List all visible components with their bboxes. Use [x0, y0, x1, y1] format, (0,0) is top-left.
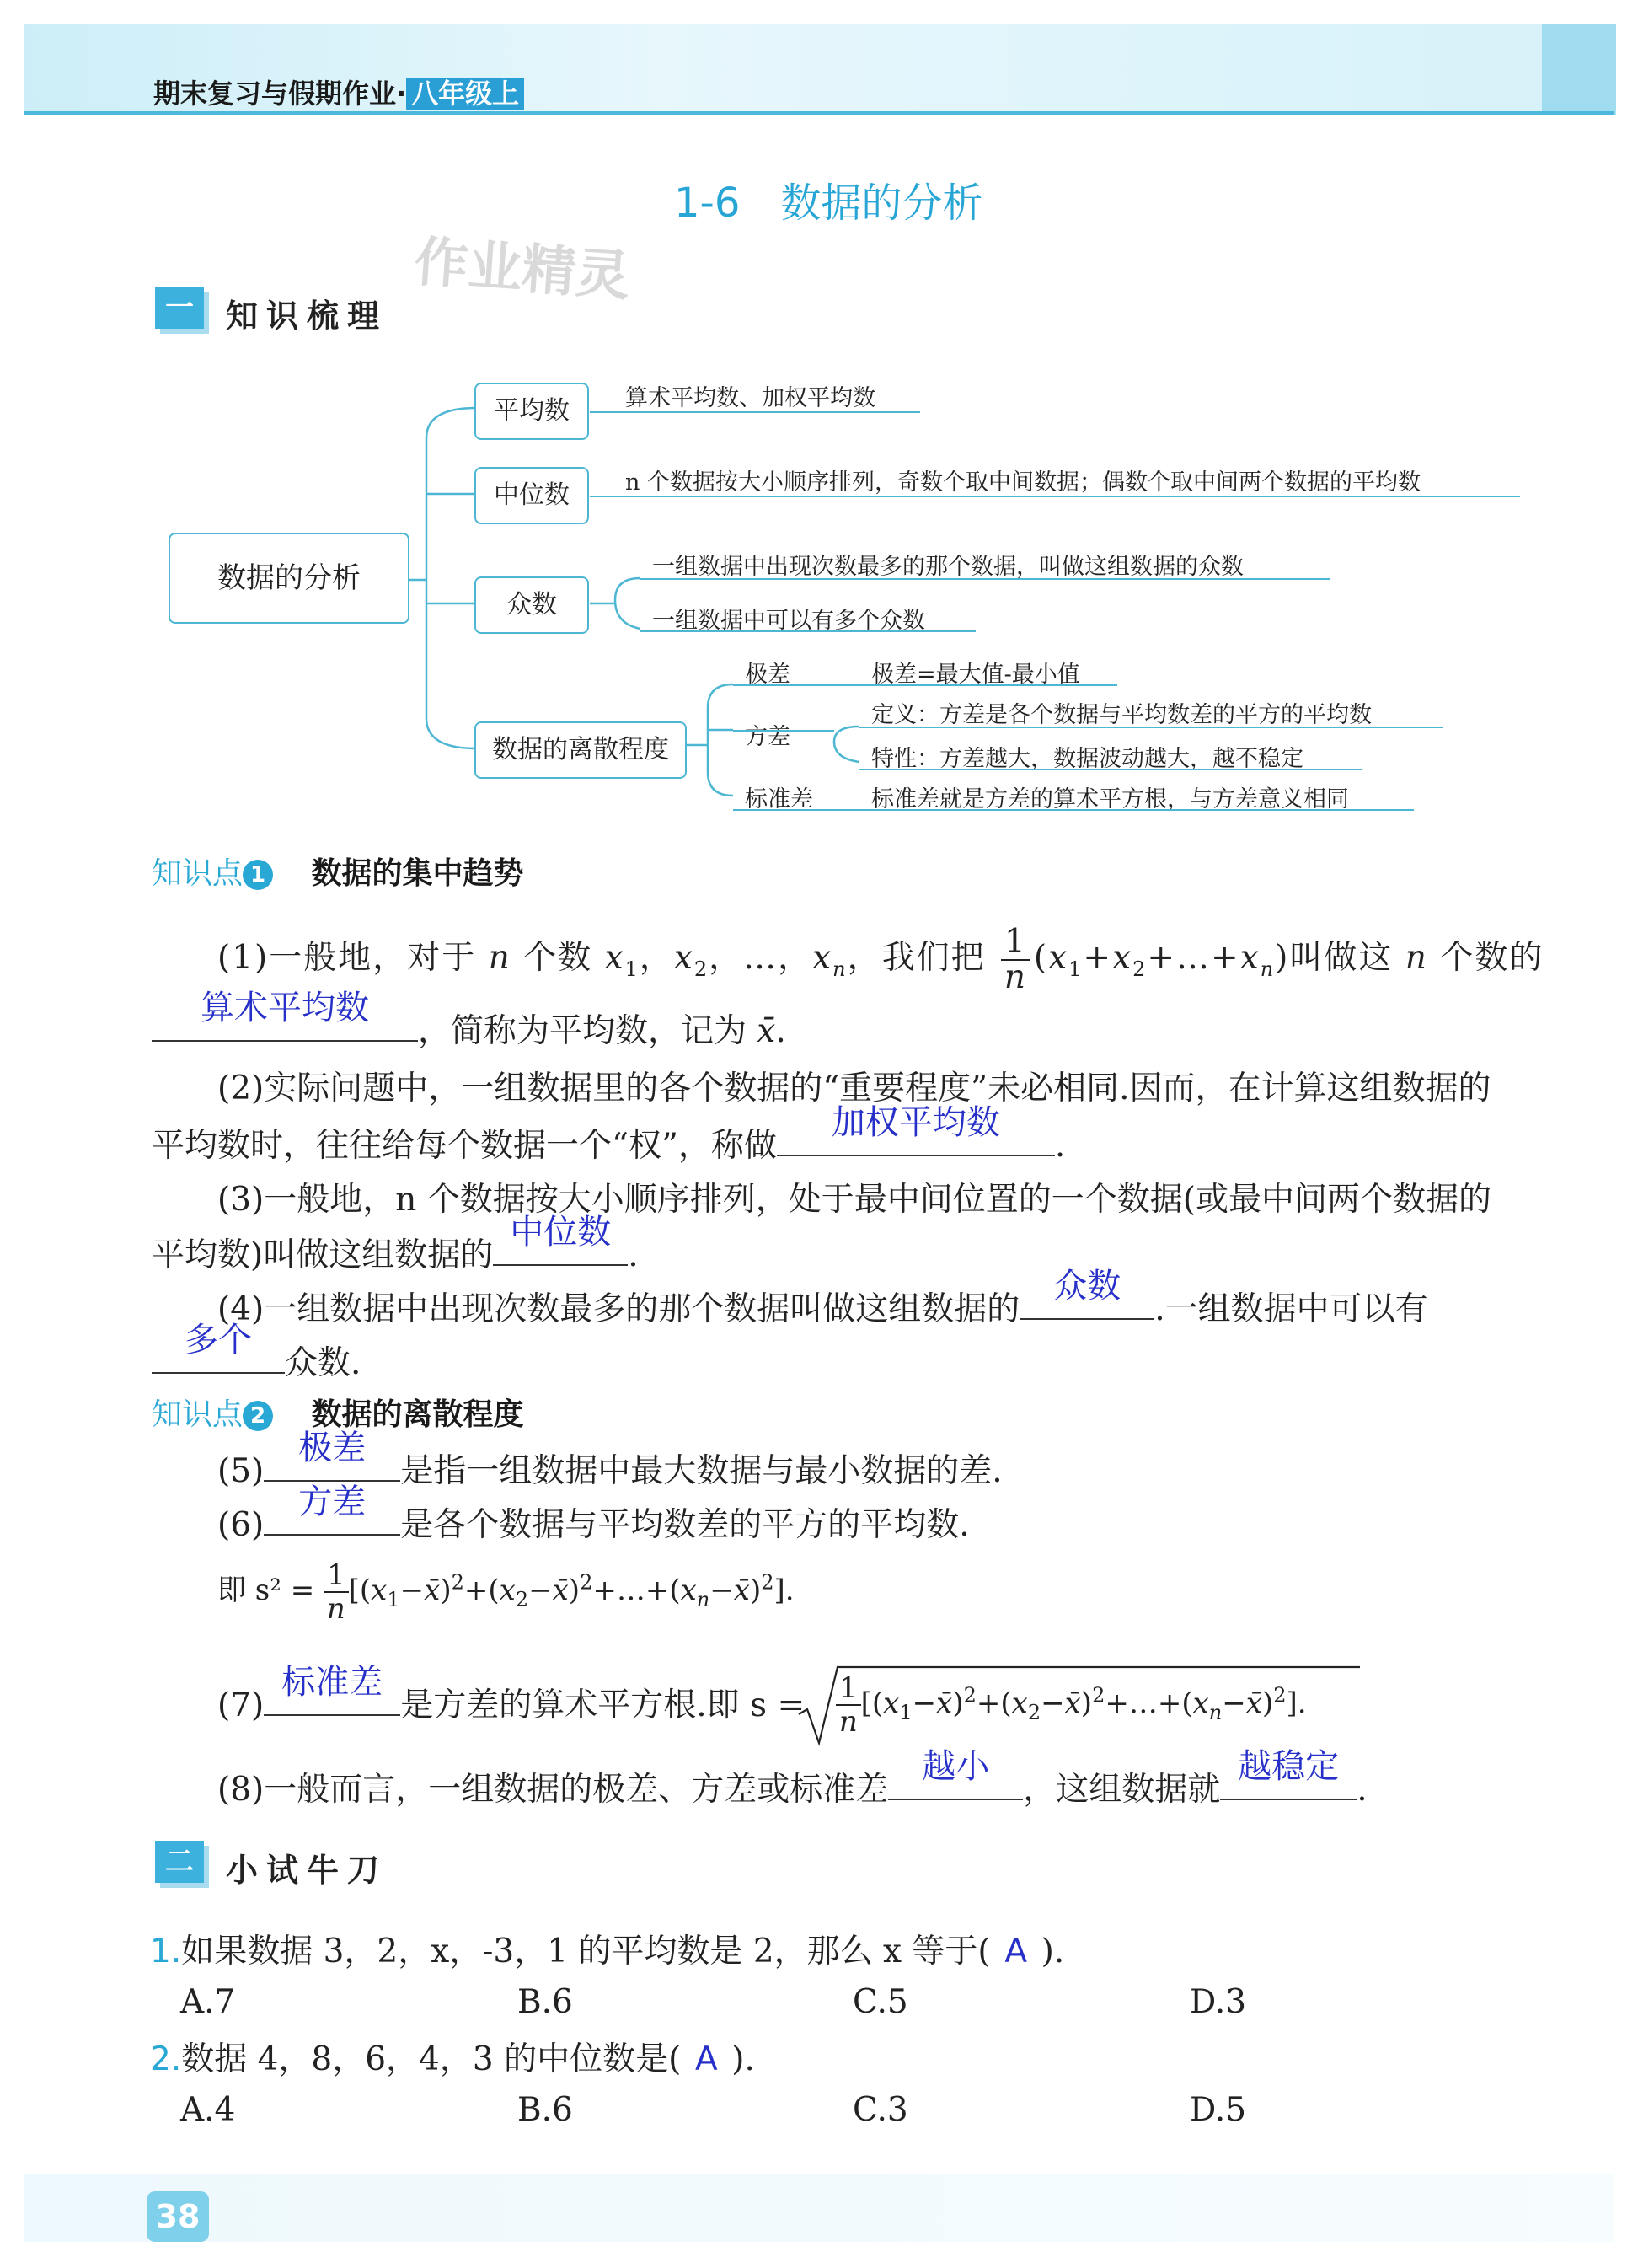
exercise-1-answer: A — [1004, 1933, 1027, 1970]
std-desc: 标准差就是方差的算术平方根，与方差意义相同 — [871, 786, 1349, 812]
q2-end: . — [1054, 1127, 1066, 1165]
exercise-2-close: ). — [731, 2040, 755, 2078]
exercise-2-option-a: A.4 — [180, 2091, 236, 2129]
exercise-2-option-c: C.3 — [853, 2091, 908, 2129]
exercise-1-option-a: A.7 — [180, 1983, 236, 2021]
mode-desc2: 一组数据中可以有多个众数 — [652, 608, 925, 634]
q8-text1: (8)一般而言，一组数据的极差、方差或标准差 — [217, 1771, 889, 1809]
exercise-2-text: 数据 4，8，6，4，3 的中位数是( — [181, 2040, 682, 2078]
exercise-1-num: 1. — [150, 1933, 182, 1970]
variance-prop-underline — [859, 769, 1362, 770]
q7-answer-blank — [264, 1663, 400, 1716]
q6-answer-blank — [264, 1483, 400, 1536]
exercise-2-option-d: D.5 — [1190, 2091, 1247, 2129]
q8-answer1-blank — [888, 1747, 1023, 1800]
q4-line1b: .一组数据中可以有 — [1154, 1290, 1428, 1328]
mindmap-dispersion: 数据的离散程度 — [474, 721, 687, 779]
q4-line1 — [217, 1267, 1428, 1337]
std-formula: $\frac{1}{n}$ $[(x_1-x̄)^2+(x_2-x̄)^2+\dots+(x_n-x̄)^2]$. — [836, 1672, 1307, 1738]
section2-num: 二 — [165, 1845, 194, 1879]
q2-answer: 加权平均数 — [831, 1103, 1000, 1142]
page-number: 38 — [147, 2191, 209, 2242]
std-label: 标准差 — [745, 786, 813, 812]
q6-text: 是各个数据与平均数差的平方的平均数. — [400, 1506, 970, 1544]
mode-underline1 — [640, 578, 1330, 580]
q8-end: . — [1357, 1771, 1368, 1809]
q8-answer2-blank — [1220, 1747, 1357, 1800]
q7-answer: 标准差 — [281, 1663, 383, 1702]
section1-label: 知识梳理 — [226, 297, 388, 335]
q4-answer2: 多个 — [185, 1321, 252, 1359]
q8-line — [217, 1747, 1368, 1817]
mode-desc1: 一组数据中出现次数最多的那个数据，叫做这组数据的众数 — [652, 554, 1244, 580]
variance-formula: 即 s² = $\frac{1}{n}$ $[(x_1-x̄)^2+(x_2-x̄)^2+\dots+(x_n-x̄)^2]$. — [217, 1558, 795, 1626]
exercise-1-option-d: D.3 — [1190, 1983, 1247, 2021]
q4-line1-text: (4)一组数据中出现次数最多的那个数据叫做这组数据的 — [217, 1290, 1020, 1328]
kp2-label: 知识点 — [152, 1397, 244, 1432]
std-underline — [733, 809, 1414, 811]
range-desc: 极差=最大值-最小值 — [871, 662, 1080, 688]
q8-text2: ，这组数据就 — [1023, 1771, 1221, 1809]
q7-text: 是方差的算术平方根.即 s = — [400, 1686, 806, 1724]
kp1-heading — [152, 850, 523, 893]
mindmap-mean: 平均数 — [474, 383, 589, 440]
range-underline — [733, 684, 1117, 686]
kp2-title: 数据的离散程度 — [311, 1397, 524, 1432]
q7-line — [217, 1663, 806, 1733]
mindmap-connectors — [0, 0, 1638, 843]
mean-desc: 算术平均数、加权平均数 — [625, 385, 875, 411]
grade-badge: 八年级上 — [406, 78, 524, 110]
section2-badge — [155, 1841, 204, 1883]
variance-prop: 特性：方差越大，数据波动越大，越不稳定 — [871, 746, 1303, 772]
variance-underline — [733, 730, 834, 732]
q1-line1: (1)一般地，对于 n 个数 $x_1$，$x_2$，…，$x_n$，我们把 $\frac{1}{n}$ $(x_1+x_2+\dots+x_n)$叫做这 n 个数的 — [217, 923, 1544, 996]
section2-label: 小试牛刀 — [226, 1851, 388, 1889]
median-desc: n 个数据按大小顺序排列，奇数个取中间数据；偶数个取中间两个数据的平均数 — [625, 469, 1421, 496]
exercise-1-option-c: C.5 — [853, 1983, 908, 2021]
q6-prefix: (6) — [217, 1506, 265, 1544]
mode-underline2 — [640, 630, 976, 632]
kp1-num: 1 — [243, 860, 273, 890]
q3-line1: (3)一般地，n 个数据按大小顺序排列，处于最中间位置的一个数据(或最中间两个数据的 — [217, 1181, 1491, 1219]
q3-answer: 中位数 — [510, 1213, 612, 1252]
page-title: 1-6 数据的分析 — [674, 180, 983, 227]
exercise-1-close: ). — [1041, 1933, 1065, 1970]
q1-line2: 算术平均数 ，简称为平均数，记为 x̄. — [152, 1003, 786, 1059]
kp1-title: 数据的集中趋势 — [311, 856, 524, 891]
variance-def: 定义：方差是各个数据与平均数差的平方的平均数 — [871, 702, 1372, 728]
q1-answer: 算术平均数 — [201, 989, 369, 1027]
q3-line2-text: 平均数)叫做这组数据的 — [152, 1236, 494, 1274]
mindmap-median: 中位数 — [474, 467, 589, 524]
q2-answer-blank — [777, 1103, 1055, 1156]
variance-def-underline — [859, 727, 1443, 728]
q4-answer2-blank — [152, 1321, 285, 1374]
q5-prefix: (5) — [217, 1452, 265, 1490]
q2-line2 — [152, 1103, 1066, 1173]
q3-end: . — [628, 1236, 639, 1274]
exercise-1-text: 如果数据 3，2，x，-3，1 的平均数是 2，那么 x 等于( — [181, 1933, 991, 1970]
q6-line — [217, 1483, 970, 1552]
q4-answer1-blank — [1020, 1267, 1154, 1320]
exercise-2-num: 2. — [150, 2040, 182, 2078]
exercise-2-option-b: B.6 — [517, 2091, 573, 2129]
section1-num: 一 — [165, 291, 194, 324]
range-label: 极差 — [745, 662, 790, 688]
exercise-2-stem — [150, 2033, 755, 2087]
q7-prefix: (7) — [217, 1686, 265, 1724]
q8-answer1: 越小 — [922, 1747, 990, 1786]
exercise-1-option-b: B.6 — [517, 1983, 573, 2021]
q4-line2-text: 众数. — [285, 1344, 361, 1382]
q2-line1: (2)实际问题中，一组数据里的各个数据的“重要程度”未必相同.因而，在计算这组数据的 — [217, 1070, 1491, 1107]
q4-answer1: 众数 — [1053, 1267, 1121, 1306]
q1-answer-blank — [152, 989, 418, 1042]
q2-line2-text: 平均数时，往往给每个数据一个“权”，称做 — [152, 1127, 777, 1165]
kp2-num: 2 — [243, 1401, 273, 1431]
q3-line2 — [152, 1213, 639, 1283]
q4-line2 — [152, 1321, 361, 1391]
q3-answer-blank — [493, 1213, 628, 1266]
exercise-2-answer: A — [694, 2040, 718, 2078]
mean-underline — [590, 411, 920, 413]
variance-label: 方差 — [745, 724, 790, 750]
median-underline — [590, 496, 1520, 497]
q5-text: 是指一组数据中最大数据与最小数据的差. — [400, 1452, 1003, 1490]
kp1-label: 知识点 — [152, 856, 244, 891]
variance-formula-lead: 即 s² = — [217, 1574, 315, 1607]
q6-answer: 方差 — [298, 1483, 367, 1521]
mindmap-mode: 众数 — [474, 576, 589, 634]
q8-answer2: 越稳定 — [1238, 1747, 1340, 1786]
mindmap-root: 数据的分析 — [169, 533, 410, 624]
header-series: 期末复习与假期作业· 八年级上 — [153, 72, 524, 111]
q5-answer: 极差 — [298, 1429, 367, 1467]
watermark: 作业精灵 — [412, 231, 632, 308]
exercise-1-stem — [150, 1925, 1064, 1979]
footer-band — [24, 2174, 1614, 2242]
